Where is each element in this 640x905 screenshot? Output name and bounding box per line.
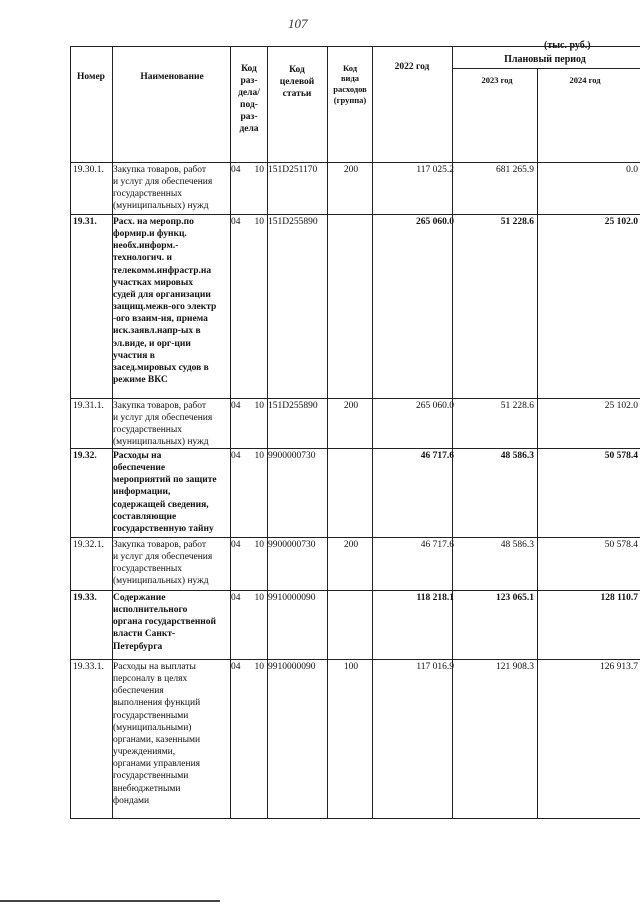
section-code: 04 [231, 217, 241, 227]
row-name-line: Петербурга [113, 641, 163, 652]
row-name-line: персоналу в целях [113, 674, 188, 685]
amount-2024: 25 102.0 [604, 401, 638, 411]
table-row [0, 590, 640, 659]
header-planned-period: Плановый период [504, 53, 586, 65]
row-name-line: иск.заявл.напр-ых в [113, 326, 201, 337]
row-divider [70, 659, 640, 660]
row-name-line: (муниципальных) нужд [113, 201, 209, 212]
row-name-line: Расходы на выплаты [113, 662, 196, 672]
amount-2022: 46 717.6 [420, 451, 454, 461]
row-name-line: телекомм.инфрастр.на [113, 265, 212, 276]
row-name-line: мероприятий по защите [113, 475, 217, 486]
row-name-line: Закупка товаров, работ [113, 401, 207, 411]
header-line: Код [342, 62, 358, 73]
row-name-line: засед.мировых судов в [113, 362, 209, 373]
row-name-line: Расходы на [113, 451, 162, 461]
row-name-line: (муниципальными) [113, 722, 192, 733]
row-name-line: -ого взаим-ия, приема [113, 314, 208, 325]
subsection-code: 10 [254, 401, 264, 411]
row-name-line: Содержание [113, 593, 166, 603]
row-name-line: государственных [113, 425, 183, 436]
section-code: 04 [231, 401, 241, 411]
row-name-line: Закупка товаров, работ [113, 165, 207, 175]
row-name-line: органа государственной [113, 617, 217, 628]
row-name-line: и услуг для обеспечения [113, 552, 213, 563]
row-divider [70, 398, 640, 399]
header-year-2023: 2023 год [481, 74, 513, 85]
header-line: (группа) [333, 94, 367, 105]
row-name-line: внебюджетными [113, 783, 181, 794]
row-name-line: участках мировых [113, 277, 193, 288]
section-code: 04 [231, 451, 241, 461]
row-name [113, 164, 229, 213]
row-divider [70, 214, 640, 215]
amount-2024: 126 913.7 [600, 662, 638, 672]
header-number: Номер [77, 72, 105, 83]
row-name-line: государственными [113, 771, 189, 782]
row-name-line: Расх. на меропр.по [113, 217, 194, 227]
row-number: 19.31. [73, 217, 97, 227]
amount-2024: 50 578.4 [604, 540, 638, 550]
target-code: 9900000730 [268, 451, 316, 461]
header-planned-divider [452, 68, 640, 69]
row-name-line: фондами [113, 795, 150, 806]
footer-rule [0, 900, 220, 902]
row-name-line: органами, казенными [113, 734, 201, 745]
header-line: дела/ [238, 88, 260, 99]
row-name-line: формир.и функц. [113, 229, 187, 240]
row-name-line: учреждениями, [113, 747, 176, 758]
row-name-line: органами управления [113, 759, 201, 770]
target-code: 9900000730 [268, 540, 316, 550]
row-name-line: режиме ВКС [113, 375, 168, 386]
row-name-line: обеспечение [113, 463, 166, 474]
amount-2022: 265 060.0 [416, 401, 454, 411]
row-name-line: защищ.межв-ого электр [113, 302, 217, 313]
table-row [0, 162, 640, 214]
amount-2023: 123 065.1 [496, 593, 534, 603]
row-number: 19.32.1. [73, 540, 104, 550]
row-divider [70, 537, 640, 538]
table-row [0, 448, 640, 537]
subsection-code: 10 [254, 165, 264, 175]
table-row [0, 214, 640, 398]
row-number: 19.33.1. [73, 662, 104, 672]
header-line: раз- [240, 111, 258, 122]
header-line: дела [239, 123, 259, 134]
row-number: 19.31.1. [73, 401, 104, 411]
column-line [537, 68, 538, 818]
table-row [0, 659, 640, 818]
subsection-code: 10 [254, 451, 264, 461]
table-top-border [70, 46, 640, 47]
section-code: 04 [231, 662, 241, 672]
subsection-code: 10 [254, 540, 264, 550]
table-row [0, 398, 640, 448]
row-name-line: (муниципальных) нужд [113, 576, 209, 587]
row-number: 19.32. [73, 451, 97, 461]
target-code: 151D255890 [268, 401, 318, 411]
row-name-line: власти Санкт- [113, 629, 176, 640]
row-name-line: выполнения функций [113, 698, 201, 709]
header-line: Код [289, 65, 305, 76]
header-year-2022: 2022 год [394, 62, 430, 73]
row-name [113, 400, 229, 449]
row-name-line: государственными [113, 710, 189, 721]
section-code: 04 [231, 540, 241, 550]
header-name: Наименование [140, 72, 204, 83]
row-name [113, 661, 229, 807]
header-line: раз- [240, 76, 258, 87]
row-name-line: (муниципальных) нужд [113, 437, 209, 448]
amount-2023: 51 228.6 [500, 217, 534, 227]
target-code: 9910000090 [268, 593, 316, 603]
row-divider [70, 448, 640, 449]
amount-2024: 50 578.4 [604, 451, 638, 461]
subsection-code: 10 [254, 217, 264, 227]
header-line: расходов [333, 84, 367, 94]
row-name-line: участия в [113, 350, 155, 361]
header-line: Код [241, 64, 257, 75]
row-name [113, 216, 229, 386]
subsection-code: 10 [254, 662, 264, 672]
header-year-2024: 2024 год [569, 74, 601, 85]
row-name-line: информации, [113, 487, 171, 498]
row-number: 19.30.1. [73, 165, 104, 175]
row-name-line: необх.информ.- [113, 241, 179, 252]
row-name-line: государственных [113, 564, 183, 575]
page-number: 107 [288, 16, 308, 31]
row-name-line: обеспечения [113, 686, 164, 697]
amount-2022: 46 717.6 [420, 540, 454, 550]
amount-2024: 0.0 [626, 165, 638, 175]
amount-2022: 117 025.2 [416, 165, 454, 175]
target-code: 9910000090 [268, 662, 316, 672]
row-name-line: и услуг для обеспечения [113, 177, 213, 188]
row-name-line: составляющие [113, 511, 177, 522]
header-line: вида [340, 73, 360, 84]
amount-2023: 48 586.3 [500, 540, 534, 550]
section-code: 04 [231, 593, 241, 603]
expense-kind-code: 100 [343, 662, 359, 672]
amount-2024: 25 102.0 [604, 217, 638, 227]
row-name [113, 592, 229, 653]
amount-2023: 121 908.3 [496, 662, 534, 672]
expense-kind-code: 200 [343, 540, 359, 550]
row-divider [70, 590, 640, 591]
row-divider [70, 818, 640, 819]
row-name-line: и услуг для обеспечения [113, 413, 213, 424]
row-name [113, 450, 229, 535]
expense-kind-code: 200 [343, 401, 359, 411]
header-line: статьи [282, 88, 312, 99]
table-row [0, 537, 640, 590]
subsection-code: 10 [254, 593, 264, 603]
row-name-line: государственную тайну [113, 523, 214, 534]
row-name-line: Закупка товаров, работ [113, 540, 207, 550]
row-name [113, 539, 229, 588]
amount-2023: 48 586.3 [500, 451, 534, 461]
header-target-code [268, 58, 326, 108]
row-name-line: технологич. и [113, 253, 172, 264]
row-name-line: судей для организации [113, 289, 211, 300]
header-section-code [231, 50, 267, 150]
amount-2023: 51 228.6 [500, 401, 534, 411]
row-number: 19.33. [73, 593, 97, 603]
header-kind-code [328, 52, 372, 116]
header-line: под- [240, 100, 258, 110]
expense-kind-code: 200 [343, 165, 359, 175]
amount-2022: 265 060.0 [416, 217, 454, 227]
row-name-line: эл.виде, и орг-ции [113, 338, 191, 349]
amount-2024: 128 110.7 [600, 593, 638, 603]
amount-2022: 117 016.9 [416, 662, 454, 672]
amount-2023: 681 265.9 [496, 165, 534, 175]
section-code: 04 [231, 165, 241, 175]
row-name-line: исполнительного [113, 605, 188, 616]
row-divider [70, 162, 640, 163]
row-name-line: государственных [113, 189, 183, 200]
row-name-line: содержащей сведения, [113, 499, 209, 510]
target-code: 151D251170 [268, 165, 318, 175]
target-code: 151D255890 [268, 217, 318, 227]
header-line: целевой [279, 77, 315, 88]
units-label: (тыс. руб.) [544, 40, 591, 51]
amount-2022: 118 218.1 [416, 593, 454, 603]
